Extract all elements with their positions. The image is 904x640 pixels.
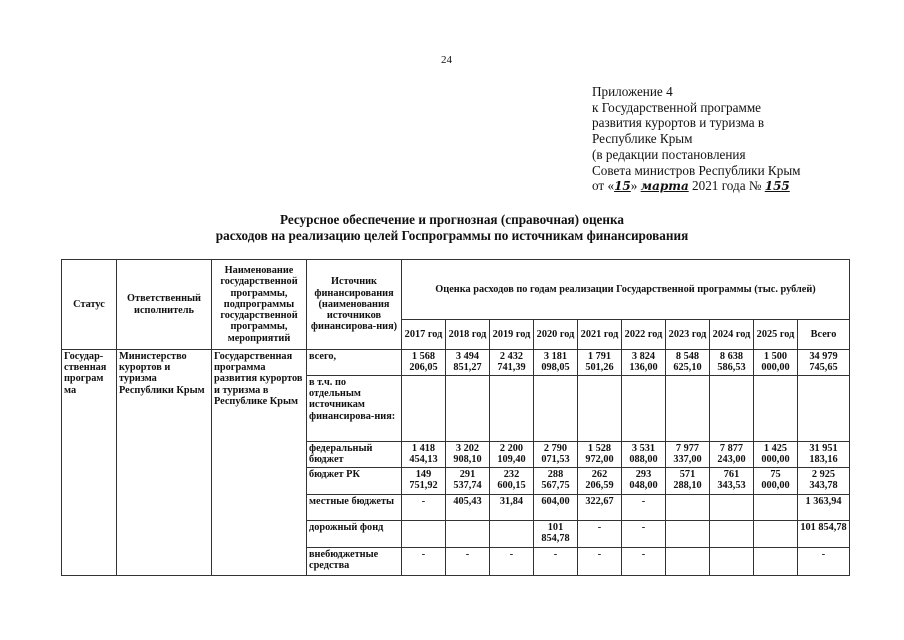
- status-cell: Государ-ственная програм ма: [62, 350, 117, 576]
- header-year: 2023 год: [666, 320, 710, 350]
- value-cell: [666, 521, 710, 548]
- executor-cell: Министерство курортов и туризма Республики Крым: [117, 350, 212, 576]
- total-cell: -: [798, 548, 850, 576]
- value-cell: -: [446, 548, 490, 576]
- value-cell: -: [578, 548, 622, 576]
- value-cell: 7 977 337,00: [666, 442, 710, 468]
- value-cell: 31,84: [490, 495, 534, 521]
- value-cell: 1 528 972,00: [578, 442, 622, 468]
- value-cell: 8 638 586,53: [710, 350, 754, 376]
- value-cell: [446, 376, 490, 442]
- value-cell: 8 548 625,10: [666, 350, 710, 376]
- value-cell: 322,67: [578, 495, 622, 521]
- header-source: Источник финансирования (наименования источников финансирова-ния): [307, 260, 402, 350]
- total-cell: 1 363,94: [798, 495, 850, 521]
- value-cell: -: [534, 548, 578, 576]
- value-cell: -: [402, 495, 446, 521]
- appendix-line: Совета министров Республики Крым: [592, 162, 801, 178]
- value-cell: [754, 521, 798, 548]
- value-cell: 604,00: [534, 495, 578, 521]
- value-cell: -: [622, 521, 666, 548]
- header-program-name: Наименование государственной программы, подпрограммы государственной программы, мероприятий: [212, 260, 307, 350]
- value-cell: 1 418 454,13: [402, 442, 446, 468]
- value-cell: 2 432 741,39: [490, 350, 534, 376]
- value-cell: 232 600,15: [490, 468, 534, 495]
- date-suffix: 2021 года №: [688, 178, 765, 194]
- page-number: 24: [441, 54, 452, 66]
- value-cell: -: [622, 495, 666, 521]
- source-cell: дорожный фонд: [307, 521, 402, 548]
- header-executor: Ответственный исполнитель: [117, 260, 212, 350]
- header-year: 2024 год: [710, 320, 754, 350]
- value-cell: -: [578, 521, 622, 548]
- value-cell: 1 568 206,05: [402, 350, 446, 376]
- value-cell: [666, 548, 710, 576]
- handwritten-number: 155: [764, 179, 790, 194]
- header-year: 2019 год: [490, 320, 534, 350]
- value-cell: -: [490, 548, 534, 576]
- value-cell: 291 537,74: [446, 468, 490, 495]
- appendix-date-line: [592, 178, 882, 195]
- value-cell: [622, 376, 666, 442]
- value-cell: 101 854,78: [534, 521, 578, 548]
- value-cell: [578, 376, 622, 442]
- document-title: [0, 212, 904, 244]
- value-cell: [402, 376, 446, 442]
- value-cell: [710, 521, 754, 548]
- total-cell: [798, 376, 850, 442]
- value-cell: 288 567,75: [534, 468, 578, 495]
- source-cell: федеральный бюджет: [307, 442, 402, 468]
- value-cell: -: [402, 548, 446, 576]
- header-status: Статус: [62, 260, 117, 350]
- header-year: 2020 год: [534, 320, 578, 350]
- value-cell: 149 751,92: [402, 468, 446, 495]
- table-row: [62, 350, 850, 376]
- value-cell: [666, 495, 710, 521]
- total-cell: 31 951 183,16: [798, 442, 850, 468]
- value-cell: 3 824 136,00: [622, 350, 666, 376]
- total-cell: 34 979 745,65: [798, 350, 850, 376]
- date-prefix: от «: [592, 178, 615, 194]
- value-cell: [710, 548, 754, 576]
- value-cell: [710, 376, 754, 442]
- appendix-line: Приложение 4: [592, 84, 673, 99]
- appendix-block: [592, 84, 882, 195]
- header-year: 2022 год: [622, 320, 666, 350]
- value-cell: [710, 495, 754, 521]
- program-name-cell: Государственная программа развития курортов и туризма в Республике Крым: [212, 350, 307, 576]
- appendix-line: к Государственной программе: [592, 99, 762, 115]
- value-cell: [534, 376, 578, 442]
- value-cell: 3 202 908,10: [446, 442, 490, 468]
- header-year: 2025 год: [754, 320, 798, 350]
- handwritten-day: 15: [614, 179, 631, 194]
- value-cell: [754, 376, 798, 442]
- value-cell: [490, 521, 534, 548]
- source-cell: всего,: [307, 350, 402, 376]
- value-cell: 3 494 851,27: [446, 350, 490, 376]
- value-cell: 3 181 098,05: [534, 350, 578, 376]
- value-cell: 1 500 000,00: [754, 350, 798, 376]
- handwritten-month: марта: [640, 179, 689, 194]
- value-cell: 761 343,53: [710, 468, 754, 495]
- header-row-1: [62, 260, 850, 320]
- title-line-2: расходов на реализацию целей Госпрограммы по источникам финансирования: [215, 228, 689, 243]
- value-cell: 75 000,00: [754, 468, 798, 495]
- appendix-line: развития курортов и туризма в: [592, 115, 765, 131]
- date-mid: »: [630, 178, 641, 194]
- header-estimate: Оценка расходов по годам реализации Государственной программы (тыс. рублей): [402, 260, 850, 320]
- value-cell: 571 288,10: [666, 468, 710, 495]
- total-cell: 2 925 343,78: [798, 468, 850, 495]
- value-cell: 1 425 000,00: [754, 442, 798, 468]
- value-cell: 3 531 088,00: [622, 442, 666, 468]
- header-year: 2021 год: [578, 320, 622, 350]
- value-cell: 1 791 501,26: [578, 350, 622, 376]
- appendix-line: Республике Крым: [592, 131, 693, 147]
- value-cell: 405,43: [446, 495, 490, 521]
- value-cell: [490, 376, 534, 442]
- source-cell: в т.ч. по отдельным источникам финансирова-ния:: [307, 376, 402, 442]
- appendix-line: (в редакции постановления: [592, 146, 746, 162]
- value-cell: 2 200 109,40: [490, 442, 534, 468]
- value-cell: 293 048,00: [622, 468, 666, 495]
- source-cell: внебюджетные средства: [307, 548, 402, 576]
- header-total: Всего: [798, 320, 850, 350]
- value-cell: 7 877 243,00: [710, 442, 754, 468]
- source-cell: бюджет РК: [307, 468, 402, 495]
- value-cell: [666, 376, 710, 442]
- header-year: 2018 год: [446, 320, 490, 350]
- header-year: 2017 год: [402, 320, 446, 350]
- value-cell: [754, 495, 798, 521]
- value-cell: -: [622, 548, 666, 576]
- title-line-1: Ресурсное обеспечение и прогнозная (справочная) оценка: [279, 212, 624, 227]
- value-cell: [754, 548, 798, 576]
- value-cell: 262 206,59: [578, 468, 622, 495]
- value-cell: [402, 521, 446, 548]
- funding-table: [61, 259, 850, 576]
- value-cell: [446, 521, 490, 548]
- total-cell: 101 854,78: [798, 521, 850, 548]
- value-cell: 2 790 071,53: [534, 442, 578, 468]
- source-cell: местные бюджеты: [307, 495, 402, 521]
